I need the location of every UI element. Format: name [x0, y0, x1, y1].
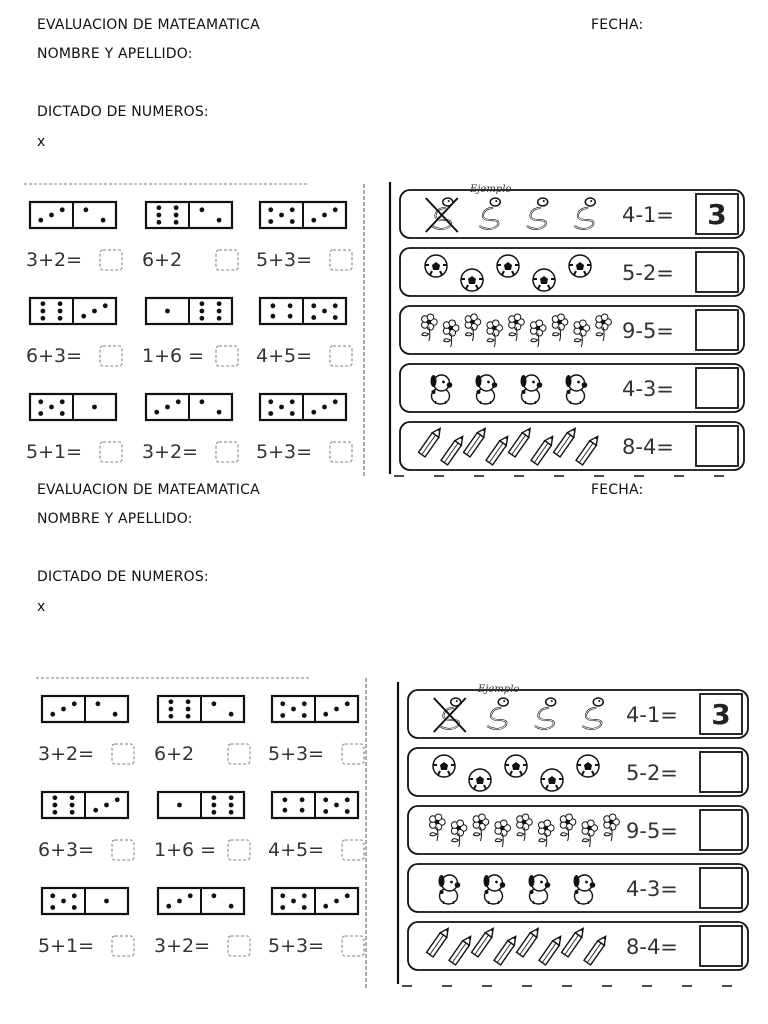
domino-exercise: [142, 394, 238, 463]
domino-pip: [212, 803, 217, 808]
domino-exercise: [268, 696, 364, 765]
domino-pip: [103, 303, 108, 308]
domino-pip: [157, 213, 162, 218]
domino-pip: [271, 314, 276, 319]
answer-box: [700, 926, 742, 966]
subtraction-expression: 5-2=: [626, 761, 678, 785]
soccer-ball-icon: [425, 255, 447, 277]
domino-pip: [50, 712, 55, 717]
domino-pip: [81, 314, 86, 319]
domino-pip: [186, 707, 191, 712]
domino-pip: [157, 205, 162, 210]
domino-pip: [345, 701, 350, 706]
domino-pip: [279, 405, 284, 410]
domino-pip: [165, 405, 170, 410]
domino-expression: 5+3=: [256, 441, 313, 463]
subtraction-row: [408, 922, 748, 970]
domino-pip: [169, 707, 174, 712]
domino-pip: [38, 399, 43, 404]
domino-pip: [291, 707, 296, 712]
answer-box: [330, 250, 352, 270]
domino-pip: [49, 213, 54, 218]
domino-pip: [302, 701, 307, 706]
answer-box: [112, 840, 134, 860]
subtraction-expression: 8-4=: [626, 935, 678, 959]
domino-exercise: [142, 298, 238, 367]
domino-pip: [200, 399, 205, 404]
soccer-ball-icon: [569, 255, 591, 277]
domino-expression: 3+2=: [154, 935, 211, 957]
domino-pip: [290, 207, 295, 212]
dictation-mark: x: [37, 134, 46, 150]
subtraction-panel: [384, 180, 754, 480]
domino-pip: [345, 797, 350, 802]
subtraction-expression: 4-3=: [626, 877, 678, 901]
answer-box: [696, 426, 738, 466]
subtraction-expression: 9-5=: [626, 819, 678, 843]
domino-pip: [229, 712, 234, 717]
soccer-ball-icon: [469, 769, 491, 791]
domino-panel: [30, 674, 380, 994]
dictation-mark: x: [37, 599, 46, 615]
domino-pip: [280, 713, 285, 718]
domino-exercise: [154, 696, 250, 765]
domino-pip: [53, 803, 58, 808]
domino-pip: [212, 795, 217, 800]
domino-pip: [60, 207, 65, 212]
subtraction-row: [400, 306, 744, 354]
worksheet-title: EVALUACION DE MATEAMATICA: [37, 482, 260, 498]
domino-pip: [84, 207, 89, 212]
domino-pip: [271, 303, 276, 308]
domino-pip: [280, 893, 285, 898]
domino-pip: [268, 207, 273, 212]
domino-pip: [229, 795, 234, 800]
domino-pip: [288, 303, 293, 308]
subtraction-row: [400, 422, 744, 470]
domino-pip: [268, 399, 273, 404]
domino-pip: [92, 309, 97, 314]
answer-box: [330, 442, 352, 462]
worksheet-title: EVALUACION DE MATEAMATICA: [37, 17, 260, 33]
subtraction-row: [400, 184, 744, 238]
subtraction-row: [408, 864, 748, 912]
answer-box: [342, 936, 364, 956]
domino-pip: [70, 795, 75, 800]
domino-pip: [283, 797, 288, 802]
soccer-ball-icon: [541, 769, 563, 791]
domino-pip: [280, 905, 285, 910]
exercise-block-2: [0, 674, 768, 994]
domino-pip: [50, 893, 55, 898]
domino-pip: [333, 303, 338, 308]
domino-pip: [72, 701, 77, 706]
name-label: NOMBRE Y APELLIDO:: [37, 46, 193, 62]
domino-expression: 5+1=: [26, 441, 83, 463]
domino-pip: [334, 803, 339, 808]
domino-pip: [217, 218, 222, 223]
answer-box: [216, 346, 238, 366]
domino-pip: [53, 795, 58, 800]
domino-pip: [174, 220, 179, 225]
domino-pip: [101, 218, 106, 223]
domino-exercise: [38, 696, 134, 765]
answer-box: [330, 346, 352, 366]
domino-expression: 3+2=: [142, 441, 199, 463]
domino-pip: [38, 411, 43, 416]
subtraction-expression: 9-5=: [622, 319, 674, 343]
domino-pip: [72, 905, 77, 910]
domino-pip: [212, 701, 217, 706]
domino-pip: [166, 904, 171, 909]
domino-pip: [345, 893, 350, 898]
subtraction-row: [400, 364, 744, 412]
domino-pip: [188, 893, 193, 898]
domino-pip: [186, 714, 191, 719]
domino-exercise: [256, 394, 352, 463]
soccer-ball-icon: [533, 269, 555, 291]
domino-exercise: [154, 792, 250, 861]
domino-pip: [176, 399, 181, 404]
domino-expression: 3+2=: [26, 249, 83, 271]
domino-pip: [174, 205, 179, 210]
domino-pip: [322, 213, 327, 218]
domino-pip: [58, 301, 63, 306]
domino-pip: [200, 309, 205, 314]
domino-pip: [302, 713, 307, 718]
subtraction-expression: 5-2=: [622, 261, 674, 285]
subtraction-row: [408, 684, 748, 738]
domino-pip: [41, 316, 46, 321]
domino-exercise: [256, 202, 352, 271]
domino-exercise: [256, 298, 352, 367]
subtraction-row: [408, 806, 748, 854]
domino-pip: [115, 797, 120, 802]
answer-box: [700, 868, 742, 908]
domino-pip: [268, 219, 273, 224]
answer-box: [700, 752, 742, 792]
domino-pip: [323, 712, 328, 717]
domino-pip: [154, 410, 159, 415]
domino-pip: [280, 701, 285, 706]
domino-pip: [60, 411, 65, 416]
subtraction-row: [408, 748, 748, 796]
domino-pip: [302, 893, 307, 898]
answer-box: [696, 310, 738, 350]
answer-box: [100, 346, 122, 366]
answer-box: [342, 840, 364, 860]
soccer-ball-icon: [433, 755, 455, 777]
answer-box: [700, 810, 742, 850]
domino-pip: [322, 309, 327, 314]
name-label: NOMBRE Y APELLIDO:: [37, 511, 193, 527]
soccer-ball-icon: [505, 755, 527, 777]
answer-box: [112, 936, 134, 956]
domino-pip: [70, 803, 75, 808]
domino-pip: [290, 411, 295, 416]
domino-pip: [217, 309, 222, 314]
answer-value: 3: [711, 698, 731, 731]
answer-box: [228, 744, 250, 764]
domino-pip: [229, 803, 234, 808]
subtraction-row: [400, 248, 744, 296]
domino-pip: [302, 905, 307, 910]
subtraction-expression: 4-1=: [622, 203, 674, 227]
domino-pip: [311, 315, 316, 320]
domino-pip: [41, 309, 46, 314]
domino-pip: [333, 207, 338, 212]
domino-pip: [72, 893, 77, 898]
row-frame: [400, 190, 744, 238]
subtraction-expression: 8-4=: [622, 435, 674, 459]
domino-pip: [229, 904, 234, 909]
domino-expression: 1+6 =: [154, 839, 217, 861]
domino-pip: [311, 303, 316, 308]
soccer-ball-icon: [461, 269, 483, 291]
exercise-block-1: [0, 180, 768, 480]
answer-box: [216, 442, 238, 462]
domino-exercise: [26, 298, 122, 367]
domino-pip: [165, 309, 170, 314]
answer-box: [100, 442, 122, 462]
domino-pip: [58, 309, 63, 314]
example-label: Ejemplo: [470, 184, 512, 195]
example-label: Ejemplo: [478, 684, 520, 695]
domino-pip: [212, 893, 217, 898]
domino-pip: [290, 399, 295, 404]
domino-exercise: [268, 792, 364, 861]
domino-pip: [322, 405, 327, 410]
answer-box: [228, 840, 250, 860]
domino-expression: 5+3=: [268, 935, 325, 957]
domino-exercise: [38, 888, 134, 957]
domino-panel: [18, 180, 378, 480]
domino-exercise: [38, 792, 134, 861]
subtraction-expression: 4-1=: [626, 703, 678, 727]
domino-pip: [323, 904, 328, 909]
domino-pip: [334, 707, 339, 712]
domino-pip: [104, 803, 109, 808]
domino-exercise: [26, 394, 122, 463]
domino-pip: [311, 218, 316, 223]
domino-expression: 5+3=: [268, 743, 325, 765]
domino-pip: [169, 714, 174, 719]
domino-pip: [61, 899, 66, 904]
soccer-ball-icon: [497, 255, 519, 277]
domino-exercise: [26, 202, 122, 271]
domino-pip: [300, 808, 305, 813]
domino-pip: [283, 808, 288, 813]
domino-pip: [38, 218, 43, 223]
domino-pip: [217, 316, 222, 321]
row-frame: [408, 690, 748, 738]
domino-expression: 1+6 =: [142, 345, 205, 367]
domino-pip: [177, 803, 182, 808]
domino-pip: [212, 810, 217, 815]
domino-pip: [323, 797, 328, 802]
domino-pip: [70, 810, 75, 815]
subtraction-panel: [392, 680, 758, 990]
domino-exercise: [268, 888, 364, 957]
domino-pip: [291, 899, 296, 904]
domino-pip: [290, 219, 295, 224]
domino-pip: [113, 712, 118, 717]
date-label: FECHA:: [591, 17, 644, 33]
date-label: FECHA:: [591, 482, 644, 498]
domino-pip: [53, 810, 58, 815]
domino-expression: 6+3=: [26, 345, 83, 367]
domino-expression: 4+5=: [268, 839, 325, 861]
dictation-label: DICTADO DE NUMEROS:: [37, 569, 209, 585]
domino-pip: [217, 410, 222, 415]
domino-pip: [174, 213, 179, 218]
domino-pip: [288, 314, 293, 319]
dictation-label: DICTADO DE NUMEROS:: [37, 104, 209, 120]
domino-pip: [345, 809, 350, 814]
domino-expression: 3+2=: [38, 743, 95, 765]
domino-pip: [200, 207, 205, 212]
domino-pip: [169, 699, 174, 704]
domino-pip: [200, 316, 205, 321]
domino-expression: 6+2: [154, 743, 195, 765]
domino-pip: [96, 701, 101, 706]
domino-pip: [300, 797, 305, 802]
domino-pip: [41, 301, 46, 306]
domino-pip: [229, 810, 234, 815]
domino-pip: [311, 410, 316, 415]
domino-exercise: [142, 202, 238, 271]
domino-pip: [61, 707, 66, 712]
domino-expression: 4+5=: [256, 345, 313, 367]
answer-box: [342, 744, 364, 764]
soccer-ball-icon: [577, 755, 599, 777]
domino-expression: 5+1=: [38, 935, 95, 957]
domino-pip: [177, 899, 182, 904]
answer-value: 3: [707, 198, 727, 231]
domino-pip: [217, 301, 222, 306]
domino-pip: [50, 905, 55, 910]
domino-exercise: [154, 888, 250, 957]
domino-pip: [157, 220, 162, 225]
domino-pip: [49, 405, 54, 410]
domino-pip: [104, 899, 109, 904]
domino-pip: [279, 213, 284, 218]
domino-pip: [93, 808, 98, 813]
domino-pip: [186, 699, 191, 704]
answer-box: [112, 744, 134, 764]
domino-pip: [334, 899, 339, 904]
domino-pip: [60, 399, 65, 404]
domino-pip: [333, 399, 338, 404]
domino-pip: [333, 315, 338, 320]
domino-pip: [268, 411, 273, 416]
answer-box: [228, 936, 250, 956]
domino-pip: [323, 809, 328, 814]
answer-box: [216, 250, 238, 270]
domino-pip: [58, 316, 63, 321]
answer-box: [696, 368, 738, 408]
domino-expression: 6+2: [142, 249, 183, 271]
answer-box: [696, 252, 738, 292]
domino-expression: 5+3=: [256, 249, 313, 271]
domino-pip: [92, 405, 97, 410]
subtraction-expression: 4-3=: [622, 377, 674, 401]
domino-pip: [200, 301, 205, 306]
domino-expression: 6+3=: [38, 839, 95, 861]
answer-box: [100, 250, 122, 270]
